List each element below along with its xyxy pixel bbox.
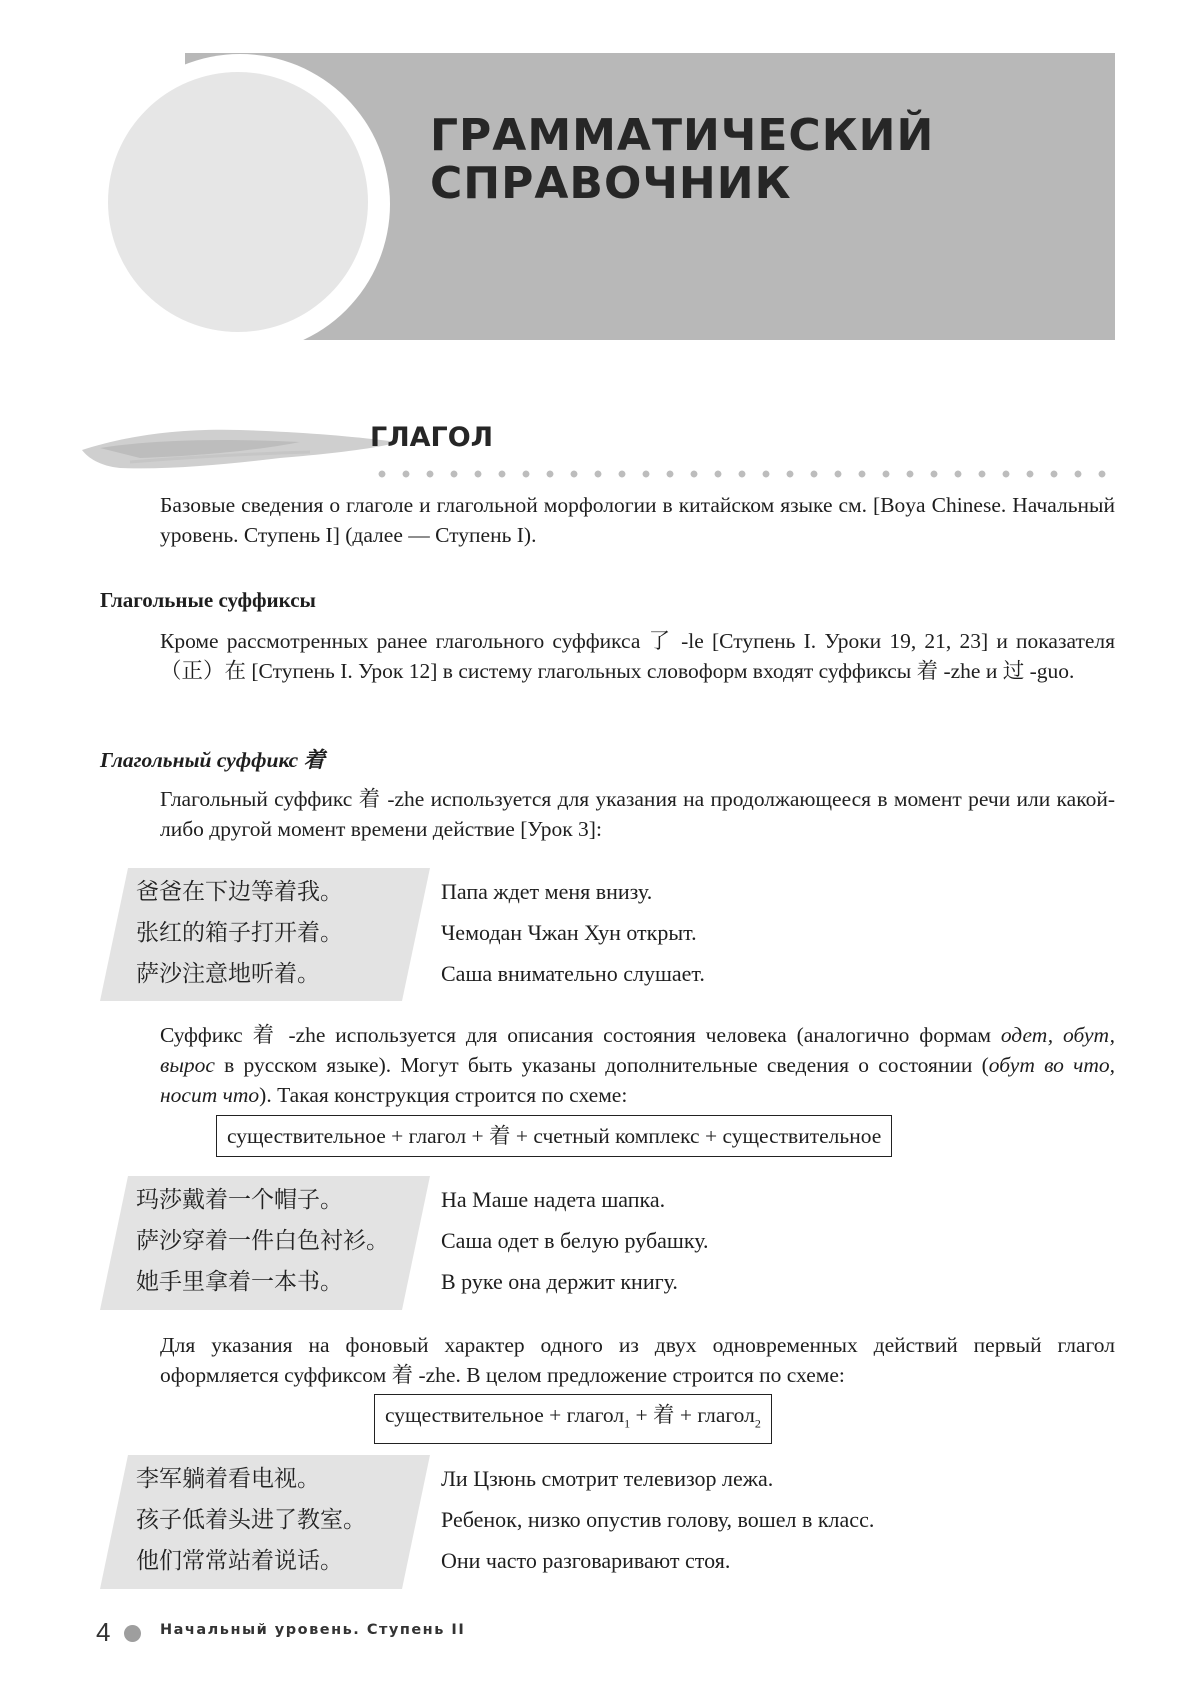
page-title-line2: СПРАВОЧНИК — [430, 158, 792, 209]
italic-segment: одет, обут, вырос — [160, 1023, 1115, 1077]
text-segment: ). Такая конструкция строится по схеме: — [259, 1083, 628, 1107]
page-number: 4 — [96, 1617, 111, 1647]
example-translation: Саша одет в белую рубашку. — [441, 1228, 709, 1253]
example-row — [100, 871, 1110, 913]
example-translation: Папа ждет меня внизу. — [441, 879, 653, 904]
example-row — [100, 1458, 1110, 1500]
example-translation: В руке она держит книгу. — [441, 1269, 678, 1294]
example-row — [100, 912, 1110, 954]
example-row — [100, 953, 1110, 995]
example-row — [100, 1261, 1110, 1303]
example-translation: На Маше надета шапка. — [441, 1187, 666, 1212]
example-row — [100, 1179, 1110, 1221]
page-title-line1: ГРАММАТИЧЕСКИЙ — [430, 110, 935, 161]
suffixes-paragraph: Кроме рассмотренных ранее глагольного суффикса 了 -le [Ступень I. Уроки 19, 21, 23] и показателя （正）在 [Ступень I. Урок 12] в систему глагольных словоформ входят суффиксы 着 -zhe и 过 -guo. — [160, 629, 1115, 683]
scheme-subscript: 2 — [754, 1416, 761, 1431]
examples-block-2 — [100, 1176, 1110, 1310]
subheading-verbal-suffixes: Глагольные суффиксы — [100, 588, 316, 612]
scheme-box-2 — [374, 1394, 772, 1444]
text-segment: в русском языке). Могут быть указаны дополнительные сведения о состоянии ( — [214, 1053, 989, 1077]
example-chinese: 萨沙注意地听着。 — [136, 961, 320, 987]
example-chinese: 她手里拿着一本书。 — [136, 1269, 343, 1295]
footer-dot — [124, 1625, 141, 1642]
example-row — [100, 1220, 1110, 1262]
example-translation: Саша внимательно слушает. — [441, 961, 705, 986]
example-translation: Они часто разговаривают стоя. — [441, 1548, 731, 1573]
brush-stroke-decoration — [80, 418, 400, 478]
section-title: ГЛАГОЛ — [370, 422, 494, 453]
example-chinese: 萨沙穿着一件白色衬衫。 — [136, 1228, 389, 1254]
example-chinese: 他们常常站着说话。 — [136, 1548, 343, 1574]
state-description-paragraph — [160, 1020, 1115, 1110]
example-translation: Ребенок, низко опустив голову, вошел в класс. — [441, 1507, 875, 1532]
example-chinese: 孩子低着头进了教室。 — [136, 1507, 366, 1533]
example-chinese: 张红的箱子打开着。 — [136, 920, 343, 946]
examples-block-3 — [100, 1455, 1110, 1589]
scheme-box-1: существительное + глагол + 着 + счетный комплекс + существительное — [216, 1115, 892, 1157]
examples-block-1 — [100, 868, 1110, 1001]
intro-paragraph: Базовые сведения о глаголе и глагольной морфологии в китайском языке см. [Boya Chinese. Начальный уровень. Ступень I] (далее — Ступень I). — [160, 493, 1115, 547]
zhe-paragraph: Глагольный суффикс 着 -zhe используется для указания на продолжающееся в момент речи или какой-либо другой момент времени действие [Урок 3]: — [160, 787, 1115, 841]
footer-running-title: Начальный уровень. Ступень II — [160, 1622, 466, 1638]
page-title — [430, 112, 934, 208]
example-row — [100, 1499, 1110, 1541]
scheme-text: + 着 + глагол — [630, 1403, 755, 1427]
example-row — [100, 1540, 1110, 1582]
background-action-paragraph: Для указания на фоновый характер одного из двух одновременных действий первый глагол оформляется суффиксом 着 -zhe. В целом предложение строится по схеме: — [160, 1333, 1115, 1387]
subheading-zhe-suffix: Глагольный суффикс 着 — [100, 748, 325, 772]
example-chinese: 爸爸在下边等着我。 — [136, 879, 343, 905]
text-segment: Суффикс 着 -zhe используется для описания состояния человека (аналогично формам — [160, 1023, 1001, 1047]
dotted-divider — [370, 469, 1115, 479]
example-chinese: 李军躺着看电视。 — [136, 1466, 320, 1492]
scheme-subscript: 1 — [624, 1416, 631, 1431]
example-translation: Ли Цзюнь смотрит телевизор лежа. — [441, 1466, 774, 1491]
scheme-text: существительное + глагол — [385, 1403, 625, 1427]
example-translation: Чемодан Чжан Хун открыт. — [441, 920, 697, 945]
italic-segment: обут во что, носит что — [160, 1053, 1115, 1107]
example-chinese: 玛莎戴着一个帽子。 — [136, 1187, 343, 1213]
header-circle — [108, 72, 368, 332]
